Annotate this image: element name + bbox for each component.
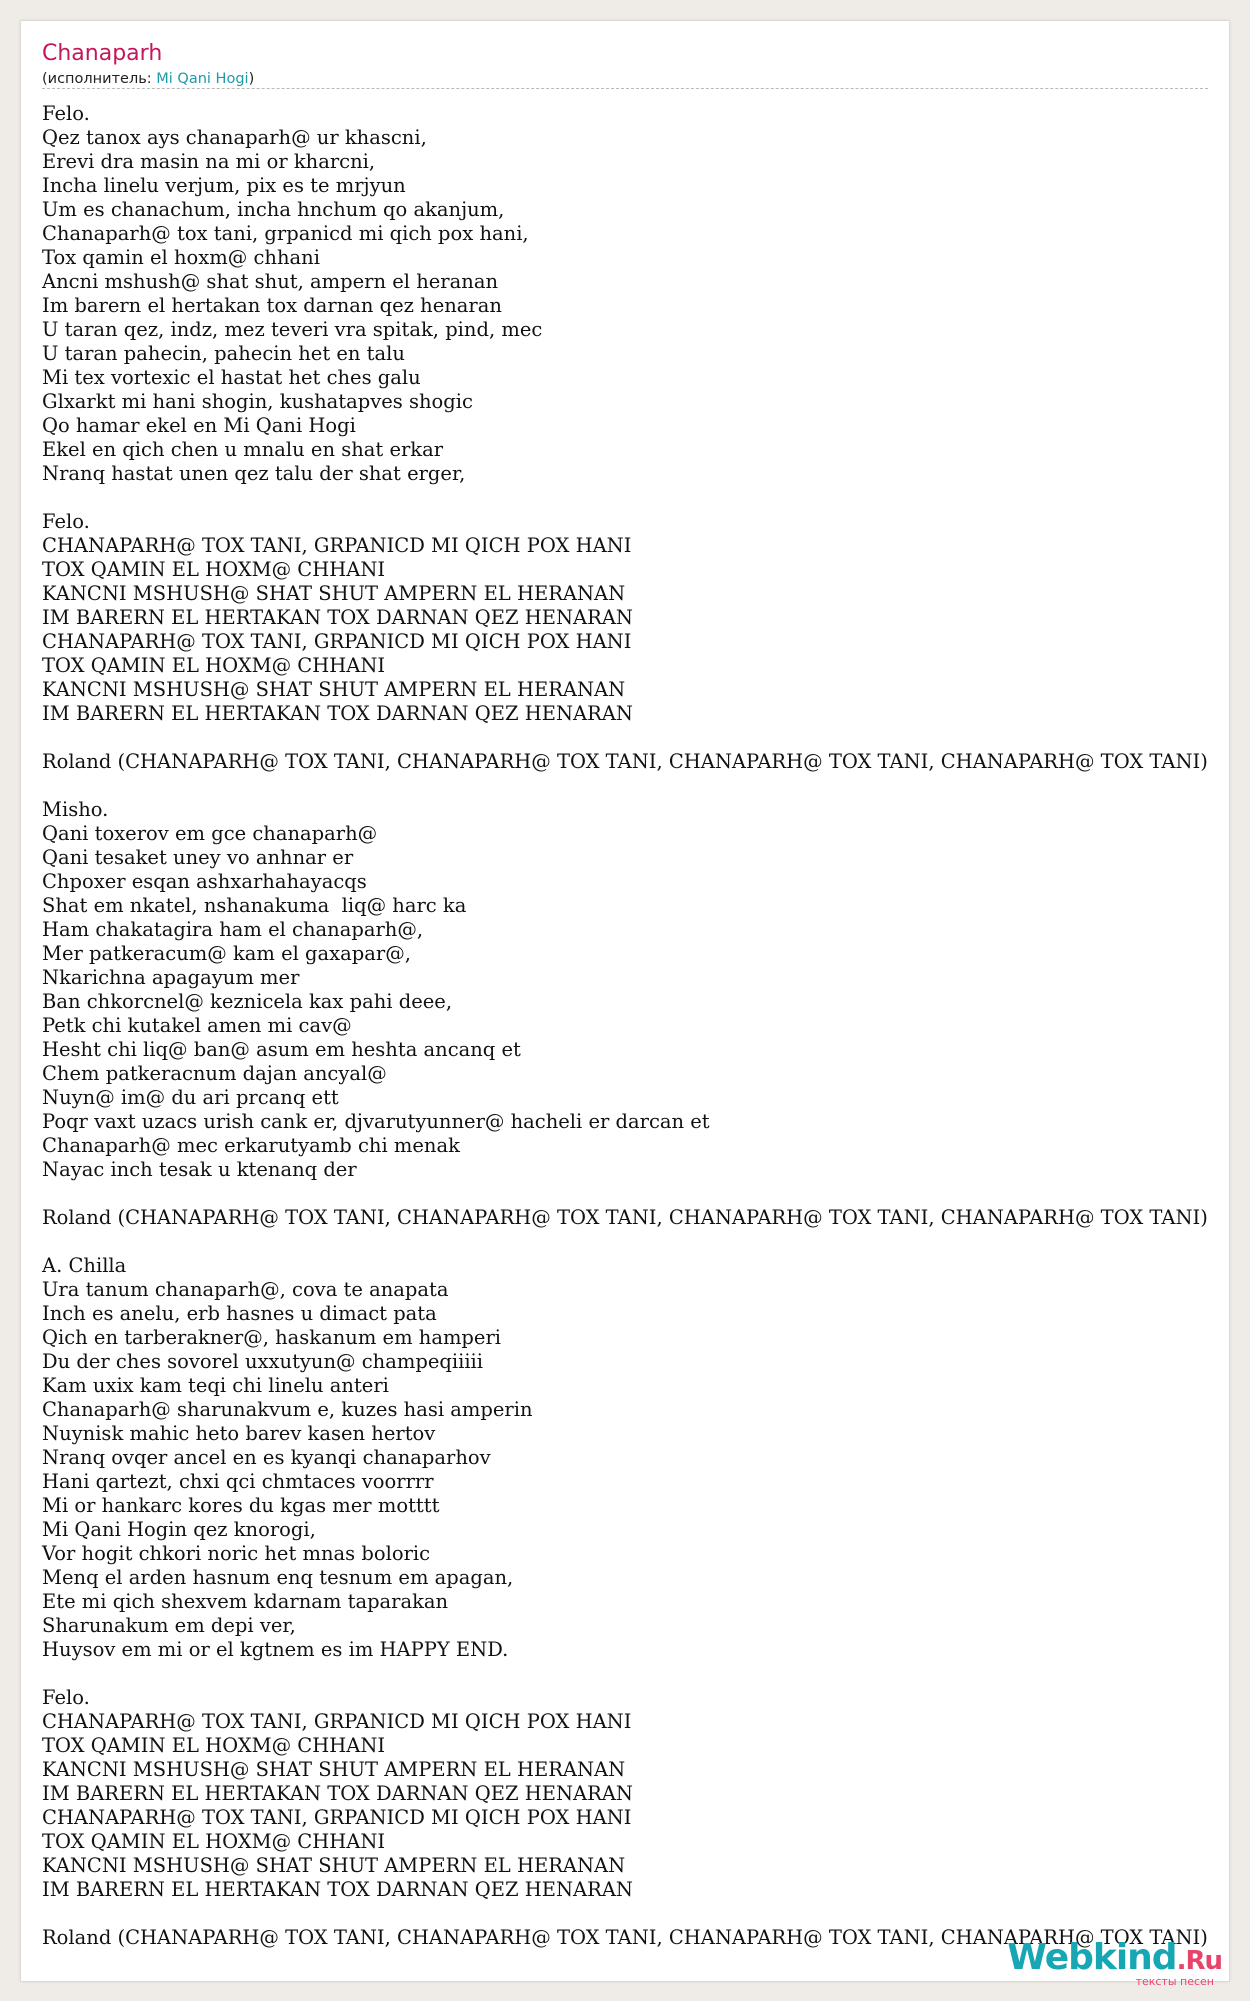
lyric-line: TOX QAMIN EL HOXM@ CHHANI	[42, 1830, 386, 1853]
lyric-line: Tox qamin el hoxm@ chhani	[42, 246, 320, 269]
lyric-line: Ban chkorcnel@ keznicela kax pahi deee,	[42, 990, 453, 1013]
lyric-line: Felo.	[42, 102, 90, 125]
watermark-tld: .Ru	[1176, 1946, 1222, 1976]
lyric-line: CHANAPARH@ TOX TANI, GRPANICD MI QICH POX HANI	[42, 1710, 632, 1733]
lyric-line: Qich en tarberakner@, haskanum em hamperi	[42, 1326, 502, 1349]
lyric-line: Inch es anelu, erb hasnes u dimact pata	[42, 1302, 437, 1325]
artist-line	[42, 71, 1208, 89]
lyric-line: Nuyn@ im@ du ari prcanq ett	[42, 1086, 339, 1109]
lyric-line: Nkarichna apagayum mer	[42, 966, 300, 989]
lyric-line: U taran qez, indz, mez teveri vra spitak, pind, mec	[42, 318, 543, 341]
artist-link[interactable]: Mi Qani Hogi	[156, 71, 249, 87]
lyric-line: Ekel en qich chen u mnalu en shat erkar	[42, 438, 444, 461]
artist-prefix: (исполнитель:	[42, 71, 157, 87]
lyric-line: CHANAPARH@ TOX TANI, GRPANICD MI QICH POX HANI	[42, 534, 632, 557]
lyric-line: IM BARERN EL HERTAKAN TOX DARNAN QEZ HENARAN	[42, 702, 633, 725]
lyric-line: KANCNI MSHUSH@ SHAT SHUT AMPERN EL HERANAN	[42, 1758, 626, 1781]
lyric-line: Shat em nkatel, nshanakuma liq@ harc ka	[42, 894, 467, 917]
lyric-line: Roland (CHANAPARH@ TOX TANI, CHANAPARH@ TOX TANI, CHANAPARH@ TOX TANI, CHANAPARH@ TOX TANI)	[42, 1206, 1208, 1229]
lyric-line: Qani tesaket uney vo anhnar er	[42, 846, 354, 869]
lyric-line: Felo.	[42, 1686, 90, 1709]
lyric-line: Ancni mshush@ shat shut, ampern el heranan	[42, 270, 499, 293]
lyric-line: IM BARERN EL HERTAKAN TOX DARNAN QEZ HENARAN	[42, 1782, 633, 1805]
lyric-line: Glxarkt mi hani shogin, kushatapves shogic	[42, 390, 473, 413]
lyric-line: Roland (CHANAPARH@ TOX TANI, CHANAPARH@ TOX TANI, CHANAPARH@ TOX TANI, CHANAPARH@ TOX TANI)	[42, 750, 1208, 773]
lyric-line: Chanaparh@ tox tani, grpanicd mi qich pox hani,	[42, 222, 529, 245]
lyric-line: Sharunakum em depi ver,	[42, 1614, 296, 1637]
watermark-tagline: тексты песен	[1135, 1975, 1214, 1988]
lyric-line: Qo hamar ekel en Mi Qani Hogi	[42, 414, 356, 437]
lyric-line: Chem patkeracnum dajan ancyal@	[42, 1062, 387, 1085]
lyric-line: Ura tanum chanaparh@, cova te anapata	[42, 1278, 449, 1301]
lyric-line: KANCNI MSHUSH@ SHAT SHUT AMPERN EL HERANAN	[42, 1854, 626, 1877]
lyrics-text	[42, 102, 1208, 1950]
lyric-line: IM BARERN EL HERTAKAN TOX DARNAN QEZ HENARAN	[42, 606, 633, 629]
lyric-line: Ete mi qich shexvem kdarnam taparakan	[42, 1590, 449, 1613]
lyric-line: KANCNI MSHUSH@ SHAT SHUT AMPERN EL HERANAN	[42, 582, 626, 605]
lyric-line: KANCNI MSHUSH@ SHAT SHUT AMPERN EL HERANAN	[42, 678, 626, 701]
lyric-line: IM BARERN EL HERTAKAN TOX DARNAN QEZ HENARAN	[42, 1878, 633, 1901]
lyric-line: A. Chilla	[42, 1254, 127, 1277]
lyric-line: TOX QAMIN EL HOXM@ CHHANI	[42, 654, 386, 677]
lyric-line: Poqr vaxt uzacs urish cank er, djvarutyunner@ hacheli er darcan et	[42, 1110, 710, 1133]
lyric-line: Ham chakatagira ham el chanaparh@,	[42, 918, 424, 941]
lyric-line: Du der ches sovorel uxxutyun@ champeqiiiii	[42, 1350, 484, 1373]
lyric-line: Nayac inch tesak u ktenanq der	[42, 1158, 357, 1181]
lyric-line: Hesht chi liq@ ban@ asum em heshta ancanq et	[42, 1038, 521, 1061]
lyric-line: Chpoxer esqan ashxarhahayacqs	[42, 870, 367, 893]
lyric-line: Mi Qani Hogin qez knorogi,	[42, 1518, 316, 1541]
lyric-line: Um es chanachum, incha hnchum qo akanjum,	[42, 198, 505, 221]
lyric-line: Mi tex vortexic el hastat het ches galu	[42, 366, 421, 389]
lyric-line: Menq el arden hasnum enq tesnum em apagan,	[42, 1566, 514, 1589]
lyric-line: Kam uxix kam teqi chi linelu anteri	[42, 1374, 389, 1397]
lyric-line: Chanaparh@ mec erkarutyamb chi menak	[42, 1134, 460, 1157]
lyric-line: CHANAPARH@ TOX TANI, GRPANICD MI QICH POX HANI	[42, 630, 632, 653]
watermark-brand-name: Webkind	[1007, 1937, 1177, 1978]
lyric-line: Felo.	[42, 510, 90, 533]
lyric-line: Mi or hankarc kores du kgas mer motttt	[42, 1494, 440, 1517]
song-title: Chanaparh	[42, 41, 163, 66]
lyric-line: Chanaparh@ sharunakvum e, kuzes hasi amperin	[42, 1398, 533, 1421]
lyric-line: Petk chi kutakel amen mi cav@	[42, 1014, 352, 1037]
lyric-line: Vor hogit chkori noric het mnas boloric	[42, 1542, 431, 1565]
lyric-line: Incha linelu verjum, pix es te mrjyun	[42, 174, 406, 197]
lyric-line: TOX QAMIN EL HOXM@ CHHANI	[42, 558, 386, 581]
lyric-line: Misho.	[42, 798, 109, 821]
lyric-line: Mer patkeracum@ kam el gaxapar@,	[42, 942, 411, 965]
lyric-line: Nuynisk mahic heto barev kasen hertov	[42, 1422, 436, 1445]
lyric-line: TOX QAMIN EL HOXM@ CHHANI	[42, 1734, 386, 1757]
lyric-line: Erevi dra masin na mi or kharcni,	[42, 150, 376, 173]
lyric-line: Im barern el hertakan tox darnan qez henaran	[42, 294, 502, 317]
lyric-line: Qani toxerov em gce chanaparh@	[42, 822, 378, 845]
lyric-line: Roland (CHANAPARH@ TOX TANI, CHANAPARH@ TOX TANI, CHANAPARH@ TOX TANI, CHANAPARH@ TOX TANI)	[42, 1926, 1208, 1949]
lyric-line: CHANAPARH@ TOX TANI, GRPANICD MI QICH POX HANI	[42, 1806, 632, 1829]
lyric-line: Qez tanox ays chanaparh@ ur khascni,	[42, 126, 427, 149]
lyric-line: Huysov em mi or el kgtnem es im HAPPY END.	[42, 1638, 509, 1661]
lyric-line: Nranq ovqer ancel en es kyanqi chanaparhov	[42, 1446, 491, 1469]
artist-suffix: )	[248, 71, 255, 87]
lyric-line: U taran pahecin, pahecin het en talu	[42, 342, 405, 365]
lyric-line: Nranq hastat unen qez talu der shat erger,	[42, 462, 466, 485]
lyric-line: Hani qartezt, chxi qci chmtaces voorrrr	[42, 1470, 434, 1493]
lyrics-sheet	[20, 20, 1230, 1982]
